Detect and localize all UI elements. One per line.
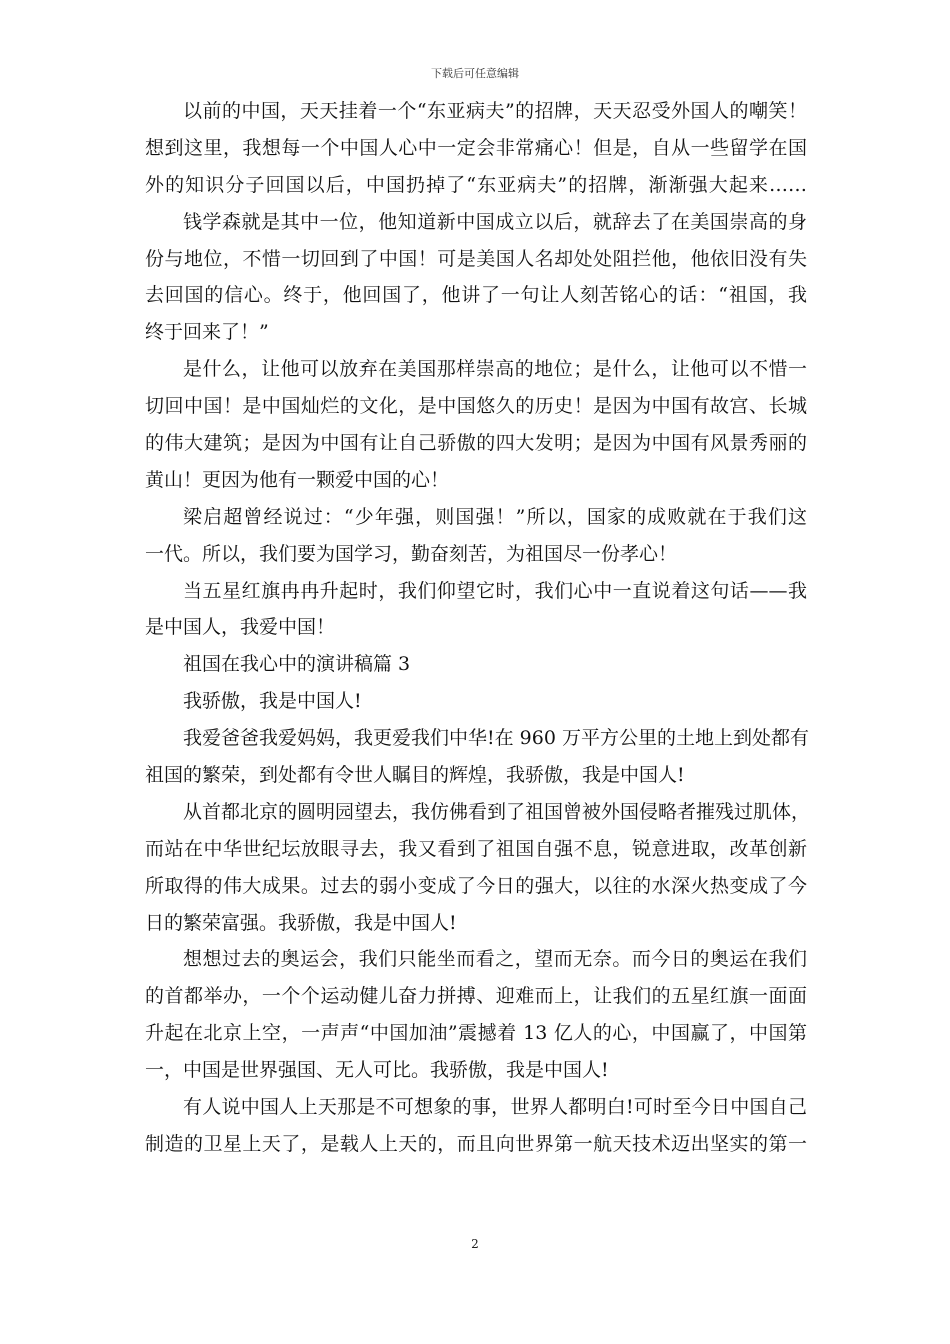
text-line: 一，中国是世界强国、无人可比。我骄傲，我是中国人! — [145, 1059, 609, 1082]
text-line: 钱学森就是其中一位，他知道新中国成立以后，就辞去了在美国崇高的身 — [183, 210, 807, 233]
text-line: 而站在中华世纪坛放眼寻去，我又看到了祖国自强不息，锐意进取，改革创新 — [145, 837, 807, 860]
text-line: 我爱爸爸我爱妈妈，我更爱我们中华!在 960 万平方公里的土地上到处都有 — [183, 727, 809, 750]
text-line: 以前的中国，天天挂着一个“东亚病夫”的招牌，天天忍受外国人的嘲笑！ — [183, 100, 807, 122]
text-line: 日的繁荣富强。我骄傲，我是中国人! — [145, 911, 457, 934]
text-line: 制造的卫星上天了，是载人上天的，而且向世界第一航天技术迈出坚实的第一 — [145, 1132, 807, 1155]
text-line: 梁启超曾经说过：“少年强，则国强！”所以，国家的成败就在于我们这 — [183, 505, 807, 528]
document-body — [145, 93, 811, 1163]
text-line: 份与地位，不惜一切回到了中国！可是美国人名却处处阻拦他，他依旧没有失 — [145, 247, 807, 270]
text-line: 升起在北京上空，一声声“中国加油”震撼着 13 亿人的心，中国赢了，中国第 — [145, 1022, 807, 1045]
text-line: 当五星红旗冉冉升起时，我们仰望它时，我们心中一直说着这句话——我 — [183, 579, 807, 602]
section-heading: 祖国在我心中的演讲稿篇 3 — [183, 653, 411, 676]
text-line: 终于回来了！” — [145, 321, 269, 344]
text-line: 从首都北京的圆明园望去，我仿佛看到了祖国曾被外国侵略者摧残过肌体， — [183, 800, 811, 823]
page-number: 2 — [471, 1237, 479, 1251]
text-line: 想到这里，我想每一个中国人心中一定会非常痛心！但是，自从一些留学在国 — [145, 136, 807, 159]
text-line: 去回国的信心。终于，他回国了，他讲了一句让人刻苦铭心的话：“祖国，我 — [145, 284, 807, 307]
text-line: 切回中国！是中国灿烂的文化，是中国悠久的历史！是因为中国有故宫、长城 — [145, 395, 807, 418]
text-line: 的首都举办，一个个运动健儿奋力拼搏、迎难而上，让我们的五星红旗一面面 — [145, 985, 807, 1008]
text-line: 我骄傲，我是中国人! — [183, 690, 362, 713]
text-line: 是中国人，我爱中国！ — [145, 616, 336, 639]
text-line: 的伟大建筑；是因为中国有让自己骄傲的四大发明；是因为中国有风景秀丽的 — [145, 432, 807, 455]
text-line: 所取得的伟大成果。过去的弱小变成了今日的强大，以往的水深火热变成了今 — [145, 874, 807, 897]
page-header: 下载后可任意编辑 — [431, 67, 519, 80]
text-line: 外的知识分子回国以后，中国扔掉了“东亚病夫”的招牌，渐渐强大起来…… — [145, 173, 807, 196]
text-line: 一代。所以，我们要为国学习，勤奋刻苦，为祖国尽一份孝心！ — [145, 542, 678, 565]
text-line: 想想过去的奥运会，我们只能坐而看之，望而无奈。而今日的奥运在我们 — [183, 948, 807, 971]
text-line: 是什么，让他可以放弃在美国那样崇高的地位；是什么，让他可以不惜一 — [183, 358, 807, 381]
text-line: 黄山！更因为他有一颗爱中国的心！ — [145, 468, 450, 491]
text-line: 祖国的繁荣，到处都有令世人瞩目的辉煌，我骄傲，我是中国人! — [145, 764, 685, 787]
text-line: 有人说中国人上天那是不可想象的事，世界人都明白!可时至今日中国自己 — [183, 1096, 807, 1119]
